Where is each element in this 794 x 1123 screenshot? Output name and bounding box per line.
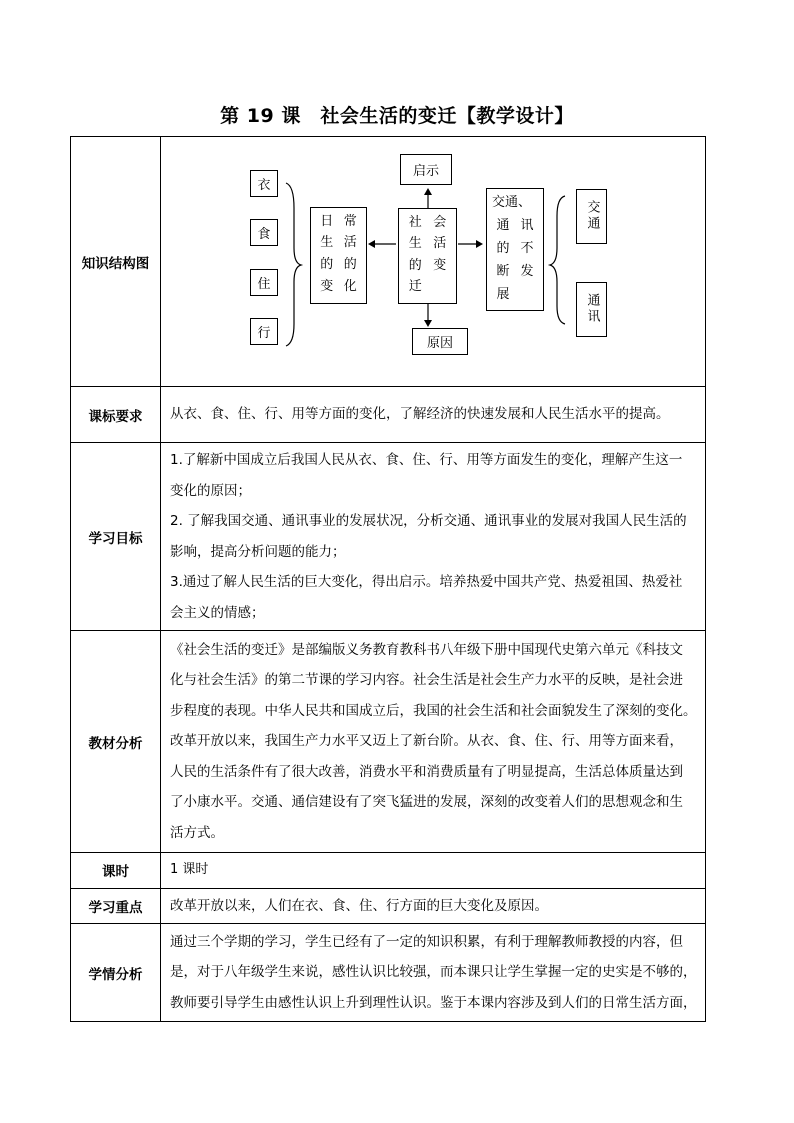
daily-life-char: 化: [343, 278, 357, 294]
objective-line: 会主义的情感；: [170, 604, 265, 621]
objective-line: 影响，提高分析问题的能力；: [170, 543, 346, 560]
right-brace: [550, 196, 565, 324]
cause-box: 原因: [412, 328, 468, 355]
daily-life-char: 活: [343, 235, 357, 251]
development-char: 的: [496, 240, 510, 256]
page-title: 第 19 课 社会生活的变迁【教学设计】: [220, 105, 574, 127]
daily-life-char: 的: [320, 257, 334, 272]
analysis-line: 改革开放以来，我国生产力水平又迈上了新台阶。从衣、食、住、行、用等方面来看，: [170, 733, 683, 750]
class-hours-text: [161, 853, 706, 889]
label-class-hours: 课时: [71, 853, 161, 889]
development-char: 断: [496, 263, 510, 279]
learner-line: 教师要引导学生由感性认识上升到理性认识。鉴于本课内容涉及到人们的日常生活方面，: [170, 994, 697, 1011]
knowledge-structure-diagram-cell: [161, 137, 706, 387]
arrowhead-left: [368, 240, 375, 248]
learner-analysis-text: [161, 924, 706, 1022]
item-food: 食: [250, 219, 278, 246]
arrowhead-up: [424, 188, 432, 195]
arrowhead-right: [476, 240, 483, 248]
analysis-line: 了小康水平。交通、通信建设有了突飞猛进的发展，深刻的改变着人们的思想观念和生: [170, 794, 683, 811]
learning-focus-text: [161, 888, 706, 924]
development-box: [486, 188, 544, 311]
label-knowledge-structure: 知识结构图: [71, 137, 161, 387]
learning-objectives-text: [161, 443, 706, 631]
center-char: 变: [433, 257, 447, 273]
item-travel: 行: [250, 318, 278, 345]
label-learning-focus: 学习重点: [71, 888, 161, 924]
textbook-analysis-text: [161, 631, 706, 853]
curriculum-standard-text: [161, 387, 706, 443]
label-textbook-analysis: 教材分析: [71, 631, 161, 853]
focus-line: 改革开放以来，人们在衣、食、住、行方面的巨大变化及原因。: [170, 897, 548, 914]
hours-line: 1 课时: [170, 862, 209, 877]
label-learning-objectives: 学习目标: [71, 443, 161, 631]
daily-life-char: 常: [343, 213, 357, 229]
objective-line: 2. 了解我国交通、通讯事业的发展状况，分析交通、通讯事业的发展对我国人民生活的: [170, 513, 687, 529]
analysis-line: 《社会生活的变迁》是部编版义务教育教科书八年级下册中国现代史第六单元《科技文: [170, 641, 683, 658]
daily-life-change-box: [310, 207, 367, 304]
knowledge-structure-diagram: [161, 138, 707, 386]
development-char: 通: [496, 217, 510, 233]
telecom-box: [576, 282, 607, 337]
learner-line: 是，对于八年级学生来说，感性认识比较强，而本课只让学生掌握一定的史实是不够的，: [170, 964, 697, 981]
item-clothing: 衣: [250, 170, 278, 197]
daily-life-char: 日: [320, 213, 334, 229]
development-char: 不: [520, 240, 534, 256]
analysis-line: 化与社会生活》的第二节课的学习内容。社会生活是社会生产力水平的反映，是社会进: [170, 672, 683, 689]
development-char: 展: [496, 286, 510, 302]
center-char: 生: [408, 236, 422, 251]
lesson-plan-table: [70, 136, 706, 1022]
curriculum-line: 从衣、食、住、行、用等方面的变化，了解经济的快速发展和人民生活水平的提高。: [170, 406, 670, 423]
row-learning-focus: [71, 888, 706, 924]
row-class-hours: [71, 853, 706, 889]
row-knowledge-structure: [71, 137, 706, 387]
objective-line: 变化的原因；: [170, 482, 251, 499]
left-brace: [286, 183, 301, 346]
center-char: 社: [408, 214, 422, 230]
transport-label: 交通: [584, 200, 600, 232]
objective-line: 3.通过了解人民生活的巨大变化，得出启示。培养热爱中国共产党、热爱祖国、热爱社: [170, 574, 683, 590]
transport-box: [576, 189, 607, 244]
arrowhead-down: [424, 320, 432, 327]
label-curriculum-standard: 课标要求: [71, 387, 161, 443]
row-learning-objectives: [71, 443, 706, 631]
daily-life-char: 生: [320, 235, 334, 251]
development-char: 发: [520, 263, 534, 279]
row-textbook-analysis: [71, 631, 706, 853]
learner-line: 通过三个学期的学习，学生已经有了一定的知识积累，有利于理解教师教授的内容，但: [170, 933, 683, 950]
row-curriculum-standard: [71, 387, 706, 443]
center-char: 迁: [408, 279, 422, 294]
insight-box: 启示: [400, 154, 452, 185]
development-char: 讯: [520, 217, 534, 233]
center-char: 会: [433, 214, 447, 230]
telecom-label: 通讯: [584, 293, 600, 325]
label-learner-analysis: 学情分析: [71, 924, 161, 1022]
analysis-line: 人民的生活条件有了很大改善，消费水平和消费质量有了明显提高，生活总体质量达到: [170, 763, 683, 780]
center-char: 的: [408, 257, 422, 273]
item-housing: 住: [250, 269, 278, 296]
social-life-change-box: [398, 208, 457, 304]
daily-life-char: 变: [320, 278, 334, 294]
analysis-line: 活方式。: [170, 824, 224, 841]
analysis-line: 步程度的表现。中华人民共和国成立后，我国的社会生活和社会面貌发生了深刻的变化。: [170, 702, 697, 719]
development-char: 交通、: [492, 194, 532, 210]
objective-line: 1.了解新中国成立后我国人民从衣、食、住、行、用等方面发生的变化，理解产生这一: [170, 452, 683, 468]
row-learner-analysis: [71, 924, 706, 1022]
daily-life-char: 的: [343, 257, 357, 272]
center-char: 活: [433, 236, 447, 251]
